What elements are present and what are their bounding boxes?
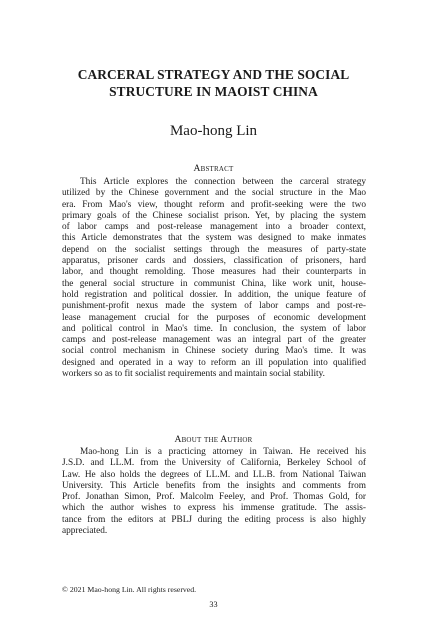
abstract-line: era. From Mao's view, thought reform and profit-seeking were the two [62,199,366,210]
abstract-line: This Article explores the connection between the carceral strategy [80,177,366,187]
author-name: Mao-hong Lin [169,123,258,139]
abstract-line: hold registration and political dossier. In addition, the unique feature of [62,289,366,300]
about-author-line: Law. He also holds the degrees of LL.M. and LL.B. from National Taiwan [62,469,366,480]
about-author-line: appreciated. [62,526,108,537]
about-author-line: tance from the editors at PBLJ during the editing process is also highly [62,514,366,525]
abstract-body [62,177,366,380]
abstract-line: labor, and thought remolding. Those measures had their counterparts in [62,267,366,278]
about-author-line: which the author wishes to express his immense gratitude. The assis- [62,503,366,514]
abstract-line: punishment-profit nexus made the system of labor camps and post-re- [62,301,366,312]
about-author-line: Prof. Jonathan Simon, Prof. Malcolm Feeley, and Prof. Thomas Gold, for [62,492,366,503]
abstract-line: apparatus, prisoner cards and dossiers, classification of prisoners, hard [62,256,366,267]
about-author-line: University. This Article benefits from the insights and comments from [62,480,366,491]
abstract-line: this Article demonstrates that the system was designed to make inmates [62,233,366,244]
abstract-line: workers so as to fit socialist requirements and maintain social stability. [62,369,326,380]
abstract-line: designed and operated in a way to reform an ill population into qualified [62,357,366,368]
page-number: 33 [209,600,218,609]
abstract-line: social control mechanism in Chinese society during Mao's time. It was [62,346,366,357]
abstract-line: primary goals of the Chinese socialist prison. Yet, by placing the system [62,210,366,221]
abstract-line: utilized by the Chinese government and the social structure in the Mao [62,188,366,199]
copyright-notice: © 2021 Mao-hong Lin. All rights reserved. [62,585,197,594]
article-title-line: STRUCTURE IN MAOIST CHINA [109,84,318,99]
abstract-line: and political control in Mao's time. In conclusion, the system of labor [62,323,366,334]
about-author-line: J.S.D. and LL.M. from the University of California, Berkeley School of [62,458,366,469]
article-title [40,66,387,100]
about-author-line: Mao-hong Lin is a practicing attorney in Taiwan. He received his [80,447,366,457]
article-title-line: CARCERAL STRATEGY AND THE SOCIAL [77,67,350,82]
abstract-line: depend on the socialist settings through the measures of party-state [62,244,366,255]
abstract-heading: Abstract [193,163,234,174]
abstract-line: lease management crucial for the purposes of economic development [62,312,366,323]
about-author-body [62,447,366,537]
about-author-heading: About the Author [174,434,253,445]
abstract-line: of labor camps and post-release management into a broader context, [62,222,366,233]
abstract-line: the general social structure in communist China, like work unit, house- [62,278,366,289]
abstract-line: camps and post-release management was an integral part of the greater [62,335,366,346]
